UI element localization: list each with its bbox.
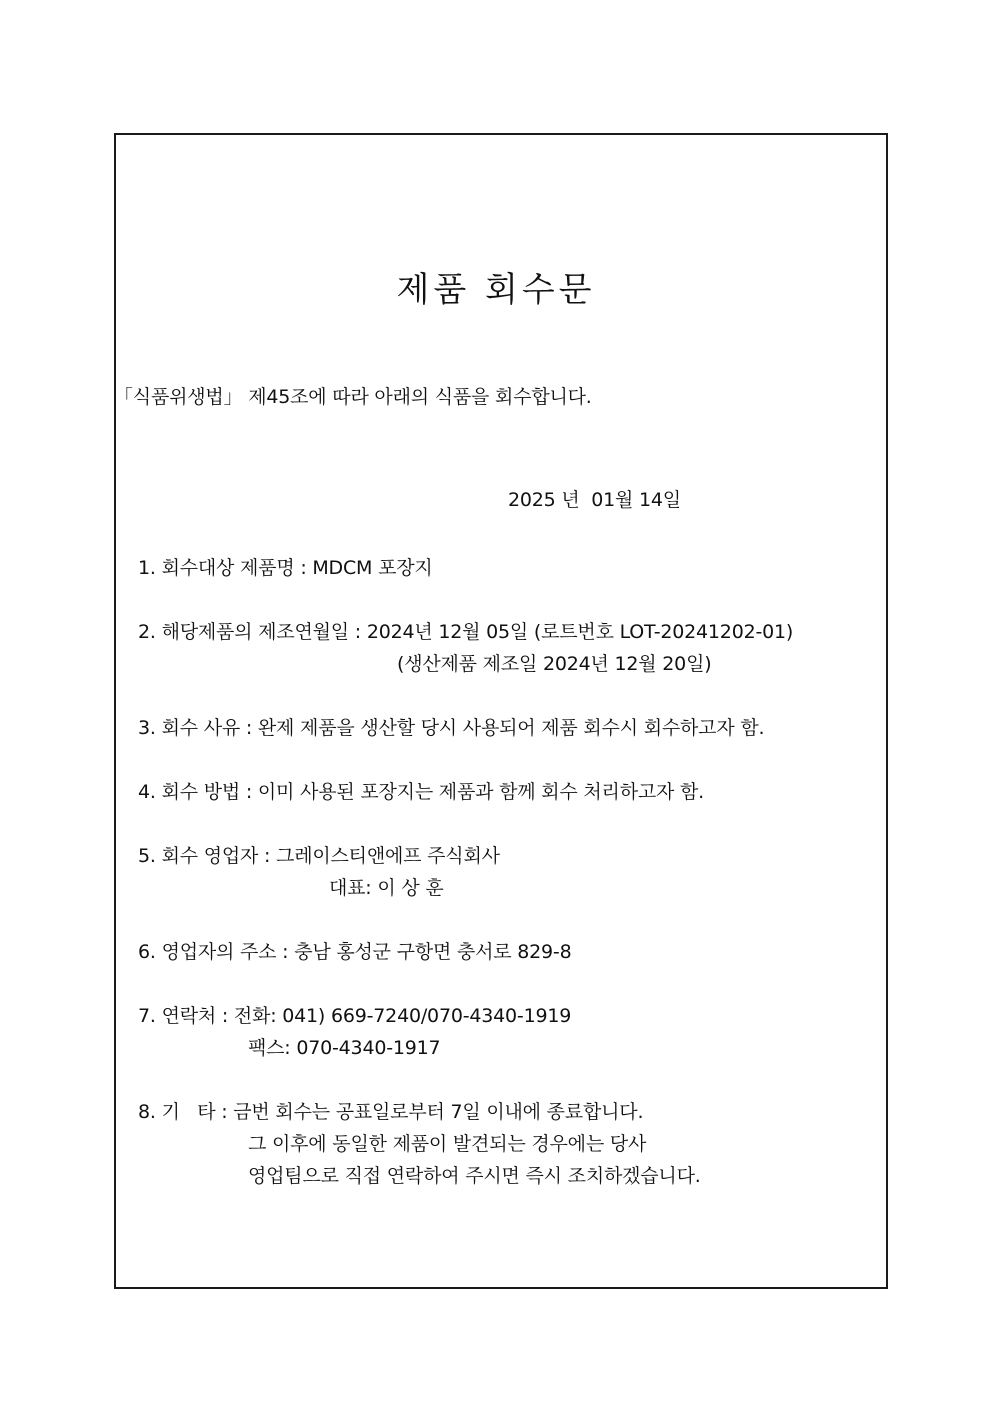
item-contact-fax: 팩스: 070-4340-1917 (248, 1037, 441, 1059)
item-address: 6. 영업자의 주소 : 충남 홍성군 구항면 충서로 829-8 (138, 941, 572, 963)
item-representative: 대표: 이 상 훈 (329, 877, 444, 899)
item-product-name: 1. 회수대상 제품명 : MDCM 포장지 (138, 557, 433, 579)
item-manufacture-date-sub: (생산제품 제조일 2024년 12월 20일) (397, 653, 712, 675)
item-other: 8. 기 타 : 금번 회수는 공표일로부터 7일 이내에 종료합니다. (138, 1101, 644, 1123)
item-other-line-2: 그 이후에 동일한 제품이 발견되는 경우에는 당사 (248, 1133, 647, 1155)
intro-text: 「식품위생법」 제45조에 따라 아래의 식품을 회수합니다. (114, 386, 592, 408)
item-recall-reason: 3. 회수 사유 : 완제 제품을 생산할 당시 사용되어 제품 회수시 회수하고자 함. (138, 717, 765, 739)
item-recall-method: 4. 회수 방법 : 이미 사용된 포장지는 제품과 함께 회수 처리하고자 함. (138, 781, 705, 803)
item-business-operator: 5. 회수 영업자 : 그레이스티앤에프 주식회사 (138, 845, 500, 867)
item-manufacture-date: 2. 해당제품의 제조연월일 : 2024년 12월 05일 (로트번호 LOT-20241202-01) (138, 621, 794, 643)
item-contact-phone: 7. 연락처 : 전화: 041) 669-7240/070-4340-1919 (138, 1005, 572, 1027)
page-title: 제품 회수문 (396, 270, 596, 310)
item-other-line-3: 영업팀으로 직접 연락하여 주시면 즉시 조치하겠습니다. (248, 1165, 701, 1187)
notice-date: 2025 년 01월 14일 (508, 489, 681, 511)
